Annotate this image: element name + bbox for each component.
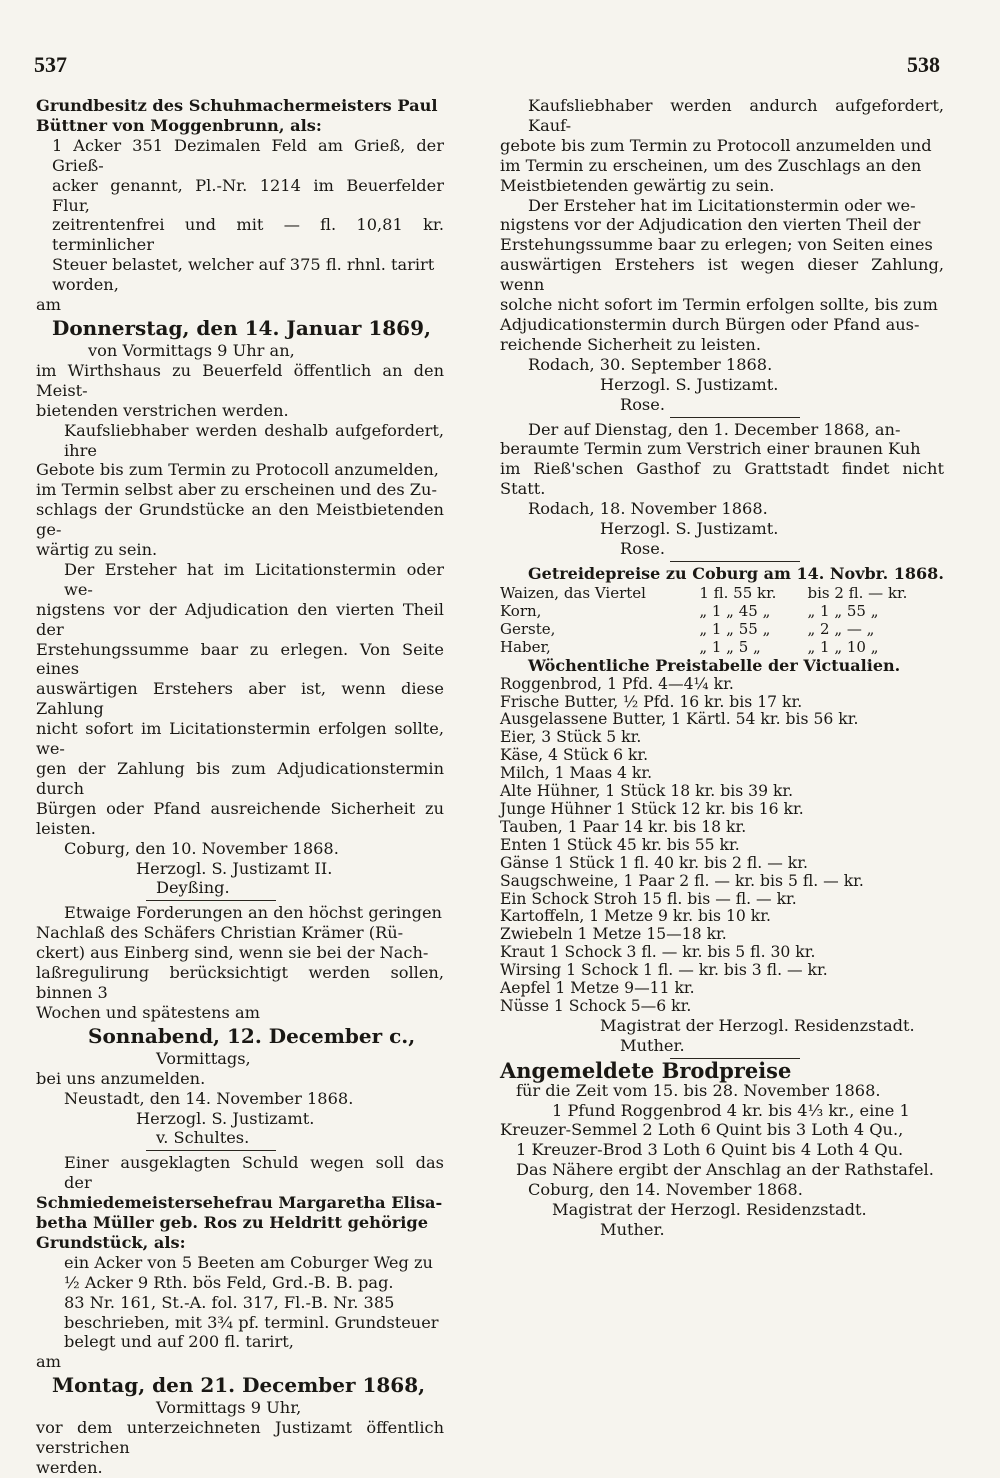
left-column [36,96,444,1478]
notice2-line: Etwaige Forderungen an den höchst geringen [64,903,442,923]
victuals-signer: Muther. [620,1035,685,1055]
notice3-tail: vor dem unterzeichneten Justizamt öffentlich verstrichen [36,1418,444,1458]
victuals-office: Magistrat der Herzogl. Residenzstadt. [600,1015,915,1035]
notice3-line: belegt und auf 200 fl. tarirt, [64,1332,294,1352]
list-item: Gänse 1 Stück 1 fl. 40 kr. bis 2 fl. — kr. [500,853,808,872]
grain-from: „ 1 „ 5 „ [699,637,761,656]
list-item: Milch, 1 Maas 4 kr. [500,764,653,783]
grain-to: „ 1 „ 10 „ [807,637,879,656]
notice4-line: Der Ersteher hat im Licitationstermin oder we- [528,195,916,215]
notice1-line: 1 Acker 351 Dezimalen Feld am Grieß, der Grieß- [52,135,444,175]
notice1-place: Coburg, den 10. November 1868. [64,838,339,858]
notice2-tail: bei uns anzumelden. [36,1068,206,1088]
table-row [500,602,944,620]
right-column [500,96,944,1240]
notice2-date: Sonnabend, 12. December c., [88,1023,416,1048]
grain-label: Korn, [500,601,542,620]
bread-prices-heading: Angemeldete Brodpreise [500,1057,792,1083]
notice1-body: im Termin selbst aber zu erscheinen und des Zu- [36,480,437,500]
notice1-time: von Vormittags 9 Uhr an, [88,340,295,360]
notice3-am: am [36,1352,62,1372]
notice1-office: Herzogl. S. Justizamt II. [136,858,333,878]
bread-line: Kreuzer-Semmel 2 Loth 6 Quint bis 3 Loth 4 Qu., [500,1120,904,1140]
notice1-line: worden, [52,275,119,295]
grain-label: Gerste, [500,619,556,638]
notice1-body: nigstens vor der Adjudication den vierten Theil der [36,599,444,639]
notice1-body: im Wirthshaus zu Beuerfeld öffentlich an den Meist- [36,360,444,400]
notice4-line: gebote bis zum Termin zu Protocoll anzumelden und [500,135,932,155]
notice4-line: Adjudicationstermin durch Bürgen oder Pfand aus- [500,314,920,334]
notice1-body: Erstehungssumme baar zu erlegen. Von Seite eines [36,639,444,679]
notice4-line: Erstehungssumme baar zu erlegen; von Seiten eines [500,235,933,255]
bread-office: Magistrat der Herzogl. Residenzstadt. [552,1200,867,1220]
grain-to: „ 2 „ — „ [807,619,875,638]
table-row [500,638,944,656]
grain-to: bis 2 fl. — kr. [807,583,908,602]
notice1-line: Büttner von Moggenbrunn, als: [36,115,322,135]
notice2-place: Neustadt, den 14. November 1868. [64,1088,354,1108]
list-item: Roggenbrod, 1 Pfd. 4—4¼ kr. [500,674,734,693]
list-item: Enten 1 Stück 45 kr. bis 55 kr. [500,835,740,854]
grain-to: „ 1 „ 55 „ [807,601,879,620]
notice5-line: im Rieß'schen Gasthof zu Grattstadt findet nicht Statt. [500,459,944,499]
notice1-body: gen der Zahlung bis zum Adjudicationstermin durch [36,759,444,798]
list-item: Junge Hühner 1 Stück 12 kr. bis 16 kr. [500,800,804,818]
notice1-body: wärtig zu sein. [36,540,158,560]
notice1-body: Gebote bis zum Termin zu Protocoll anzumelden, [36,460,439,480]
notice1-body: Kaufsliebhaber werden deshalb aufgefordert, ihre [64,420,444,460]
notice3-time: Vormittags 9 Uhr, [156,1398,302,1418]
notice4-line: im Termin zu erscheinen, um des Zuschlags an den [500,155,922,175]
bread-line: Das Nähere ergibt der Anschlag an der Rathstafel. [516,1160,934,1180]
notice5-line: Der auf Dienstag, den 1. December 1868, an- [528,419,901,439]
bread-line: für die Zeit vom 15. bis 28. November 1868. [516,1080,881,1100]
notice2-signer: v. Schultes. [156,1128,250,1148]
notice1-body: Bürgen oder Pfand ausreichende Sicherheit zu leisten. [36,798,444,838]
notice3-line: Schmiedemeistersehefrau Margaretha Elisa- [36,1193,443,1213]
list-item: Eier, 3 Stück 5 kr. [500,728,642,747]
notice4-line: Kaufsliebhaber werden andurch aufgefordert, Kauf- [528,96,944,135]
notice2-line: Nachlaß des Schäfers Christian Krämer (Rü- [36,923,404,943]
notice4-line: auswärtigen Erstehers ist wegen dieser Zahlung, wenn [500,255,944,295]
page-number-left: 537 [34,52,67,77]
notice3-line: ½ Acker 9 Rth. bös Feld, Grd.-B. B. pag. [64,1272,394,1292]
notice5-office: Herzogl. S. Justizamt. [600,519,779,539]
notice1-body: bietenden verstrichen werden. [36,400,289,420]
grain-label: Waizen, das Viertel [500,583,646,602]
notice4-line: reichende Sicherheit zu leisten. [500,334,761,354]
notice4-line: nigstens vor der Adjudication den vierten Theil der [500,215,921,235]
notice4-signer: Rose. [620,394,665,414]
list-item: Alte Hühner, 1 Stück 18 kr. bis 39 kr. [500,782,794,801]
page-number-right: 538 [907,52,940,77]
notice1-line: acker genannt, Pl.-Nr. 1214 im Beuerfelder Flur, [52,175,444,215]
notice1-date: Donnerstag, den 14. Januar 1869, [52,315,431,340]
bread-line: 1 Pfund Roggenbrod 4 kr. bis 4⅓ kr., eine 1 [552,1100,910,1120]
list-item: Wirsing 1 Schock 1 fl. — kr. bis 3 fl. — kr. [500,961,828,980]
notice2-office: Herzogl. S. Justizamt. [136,1108,315,1128]
list-item: Kraut 1 Schock 3 fl. — kr. bis 5 fl. 30 kr. [500,943,816,962]
grain-from: „ 1 „ 55 „ [699,619,771,638]
notice3-line: beschrieben, mit 3¾ pf. terminl. Grundsteuer [64,1312,439,1332]
notice1-body: auswärtigen Erstehers aber ist, wenn diese Zahlung [36,679,444,719]
notice3-tail: werden. [36,1458,103,1477]
list-item: Frische Butter, ½ Pfd. 16 kr. bis 17 kr. [500,692,803,711]
list-item: Ein Schock Stroh 15 fl. bis — fl. — kr. [500,889,797,908]
bread-line: 1 Kreuzer-Brod 3 Loth 6 Quint bis 4 Loth 4 Qu. [516,1140,904,1160]
notice2-time: Vormittags, [156,1048,251,1068]
list-item: Zwiebeln 1 Metze 15—18 kr. [500,925,727,944]
victuals-heading: Wöchentliche Preistabelle der Victualien. [528,655,901,675]
grain-prices-table [500,584,944,656]
grain-label: Haber, [500,637,551,656]
bread-signer: Muther. [600,1219,665,1239]
bread-place: Coburg, den 14. November 1868. [528,1180,803,1200]
list-item: Ausgelassene Butter, 1 Kärtl. 54 kr. bis 56 kr. [500,710,859,729]
notice3-line: Grundstück, als: [36,1232,186,1252]
victuals-list [500,676,944,1016]
notice1-line: Grundbesitz des Schuhmachermeisters Paul [36,96,438,115]
notice3-line: ein Acker von 5 Beeten am Coburger Weg zu [64,1252,433,1272]
list-item: Nüsse 1 Schock 5—6 kr. [500,996,692,1015]
notice5-line: beraumte Termin zum Verstrich einer braunen Kuh [500,439,921,459]
list-item: Kartoffeln, 1 Metze 9 kr. bis 10 kr. [500,907,771,926]
notice4-line: solche nicht sofort im Termin erfolgen sollte, bis zum [500,295,938,315]
notice1-line: zeitrentenfrei und mit — fl. 10,81 kr. terminlicher [52,215,444,255]
divider [146,1150,276,1151]
notice4-line: Meistbietenden gewärtig zu sein. [500,175,775,195]
list-item: Käse, 4 Stück 6 kr. [500,746,649,765]
notice1-body: schlags der Grundstücke an den Meistbietenden ge- [36,500,444,540]
divider [146,900,276,901]
notice2-line: laßregulirung berücksichtigt werden sollen, binnen 3 [36,963,444,1002]
notice3-date: Montag, den 21. December 1868, [52,1373,426,1398]
grain-from: 1 fl. 55 kr. [699,583,777,602]
notice5-signer: Rose. [620,538,665,558]
notice2-line: ckert) aus Einberg sind, wenn sie bei der Nach- [36,943,429,963]
list-item: Aepfel 1 Metze 9—11 kr. [500,979,695,998]
notice4-place: Rodach, 30. September 1868. [528,354,773,374]
notice4-office: Herzogl. S. Justizamt. [600,374,779,394]
notice5-place: Rodach, 18. November 1868. [528,499,768,519]
notice1-am: am [36,295,62,315]
table-row [500,620,944,638]
notice2-line: Wochen und spätestens am [36,1002,260,1022]
notice3-line: betha Müller geb. Ros zu Heldritt gehörige [36,1213,429,1233]
grain-from: „ 1 „ 45 „ [699,601,771,620]
divider [670,561,800,562]
table-row [500,584,944,602]
notice1-body: Der Ersteher hat im Licitationstermin oder we- [64,559,444,599]
notice3-line: Einer ausgeklagten Schuld wegen soll das der [64,1153,444,1193]
list-item: Tauben, 1 Paar 14 kr. bis 18 kr. [500,817,747,836]
list-item: Saugschweine, 1 Paar 2 fl. — kr. bis 5 fl. — kr. [500,871,864,890]
notice1-line: Steuer belastet, welcher auf 375 fl. rhnl. tarirt [52,255,435,275]
notice1-body: nicht sofort im Licitationstermin erfolgen sollte, we- [36,719,444,759]
divider [670,417,800,418]
notice3-line: 83 Nr. 161, St.-A. fol. 317, Fl.-B. Nr. 385 [64,1292,395,1312]
grain-prices-heading: Getreidepreise zu Coburg am 14. Novbr. 1868. [528,563,944,583]
notice1-signer: Deyßing. [156,878,230,898]
